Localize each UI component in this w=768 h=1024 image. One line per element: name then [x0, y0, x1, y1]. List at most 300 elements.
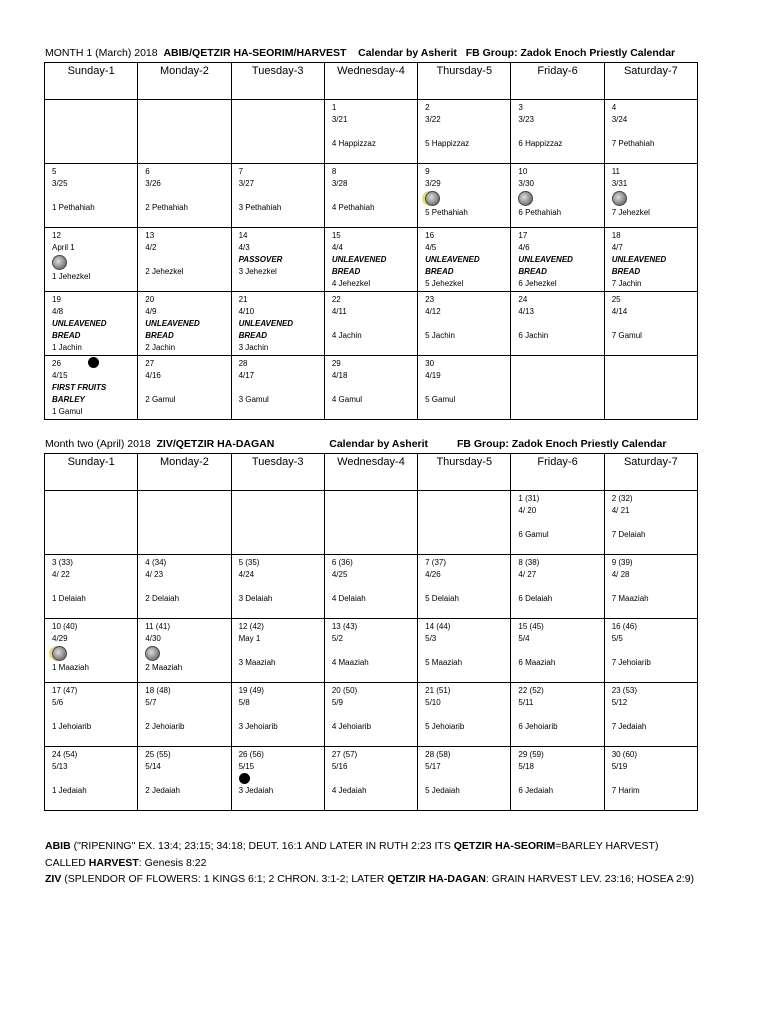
cell-text: 3/25	[52, 179, 68, 188]
cell-text: 7 (37)	[425, 558, 447, 567]
cell-text: 6 Pethahiah	[518, 208, 562, 217]
footer-line2-tail: : Genesis 8:22	[138, 857, 207, 869]
footer-ziv: ZIV	[45, 873, 62, 885]
cell-text: 3/27	[238, 179, 255, 188]
week-row	[45, 164, 698, 228]
full-moon-icon	[612, 191, 627, 206]
cell-text: 3/22	[425, 115, 441, 124]
cell-text: 6	[145, 167, 150, 176]
cell-text: 5/6	[52, 698, 64, 707]
cell-text: 8 (38)	[518, 558, 540, 567]
day-cell	[604, 619, 697, 683]
cell-text: 4 (34)	[145, 558, 167, 567]
holiday-label: BREAD	[611, 267, 641, 276]
day-cell	[511, 683, 604, 747]
month2-calendar	[44, 453, 698, 811]
week-row	[45, 555, 698, 619]
month2-title-prefix: Month two (April) 2018	[45, 438, 151, 450]
full-moon-icon	[52, 255, 67, 270]
day-cell	[604, 228, 697, 292]
weekday-header: Saturday-7	[604, 63, 697, 100]
weekday-header: Tuesday-3	[231, 454, 324, 491]
holiday-label: UNLEAVENED	[52, 319, 107, 328]
holiday-label: BREAD	[425, 267, 454, 276]
cell-text: 6 Jehoiarib	[518, 722, 558, 731]
footer-qetzir-seorim: QETZIR HA-SEORIM	[453, 840, 556, 852]
month1-title-name: ABIB/QETZIR HA-SEORIM/HARVEST	[163, 47, 347, 59]
cell-text: 20 (50)	[331, 686, 358, 695]
holiday-label: BREAD	[145, 331, 174, 340]
month1-title-group: FB Group: Zadok Enoch Priestly Calendar	[465, 47, 676, 59]
cell-text: 12	[52, 231, 61, 240]
day-cell	[231, 356, 324, 420]
cell-text: 4	[611, 103, 617, 112]
day-cell	[231, 683, 324, 747]
cell-text: 30	[425, 359, 435, 368]
cell-text: 6 Jedaiah	[518, 786, 554, 795]
cell-text: 6 Happizzaz	[518, 139, 563, 148]
day-cell	[231, 228, 324, 292]
cell-text: 4/ 27	[518, 570, 537, 579]
cell-text: 9	[425, 167, 430, 176]
cell-text: 5/17	[425, 762, 441, 771]
cell-text: 25 (55)	[145, 750, 171, 759]
holiday-label: UNLEAVENED	[331, 255, 387, 264]
day-cell	[138, 555, 231, 619]
cell-text: 4/26	[425, 570, 441, 579]
cell-text: 29	[331, 359, 341, 368]
weekday-header: Friday-6	[511, 63, 604, 100]
day-cell	[138, 619, 231, 683]
holiday-label: FIRST FRUITS	[52, 383, 107, 392]
cell-text: 4/10	[238, 307, 255, 316]
day-cell	[45, 292, 138, 356]
day-cell	[138, 100, 231, 164]
month1-title-by: Calendar by Asherit	[358, 47, 457, 59]
weekday-header: Tuesday-3	[231, 63, 324, 100]
cell-text: 17 (47)	[52, 686, 78, 695]
cell-text: 28	[238, 359, 248, 368]
cell-text: 5 Delaiah	[425, 594, 459, 603]
day-cell	[604, 555, 697, 619]
footer-line1-text: ("RIPENING" EX. 13:4; 23:15; 34:18; DEUT. 16:1 AND LATER IN RUTH 2:23 ITS	[70, 840, 454, 852]
cell-text: 7 Gamul	[611, 331, 642, 340]
day-cell	[604, 747, 697, 811]
holiday-label: BARLEY	[52, 395, 85, 404]
cell-text: 7 Harim	[611, 786, 640, 795]
day-cell	[231, 100, 324, 164]
footer-qetzir-dagan: QETZIR HA-DAGAN	[387, 873, 486, 885]
cell-text: 27 (57)	[331, 750, 358, 759]
holiday-label: BREAD	[518, 267, 547, 276]
cell-text: 1 Delaiah	[52, 594, 86, 603]
cell-text: 5 Pethahiah	[425, 208, 468, 217]
cell-text: 26	[52, 359, 61, 368]
month2-title-group: FB Group: Zadok Enoch Priestly Calendar	[456, 438, 667, 450]
cell-text: 13	[145, 231, 155, 240]
cell-text: 5 Gamul	[425, 395, 456, 404]
day-cell	[324, 164, 417, 228]
cell-text: 4/13	[518, 307, 534, 316]
cell-text: 2	[425, 103, 430, 112]
day-cell	[418, 292, 511, 356]
day-cell	[45, 228, 138, 292]
cell-text: 3	[518, 103, 523, 112]
cell-text: 24	[518, 295, 528, 304]
day-cell	[418, 555, 511, 619]
day-cell	[45, 555, 138, 619]
week-row	[45, 619, 698, 683]
cell-text: 1 Gamul	[52, 407, 83, 416]
cell-text: 5 Jehoiarib	[425, 722, 465, 731]
cell-text: 6 (36)	[331, 558, 353, 567]
cell-text: 5/2	[331, 634, 343, 643]
cell-text: 4/ 22	[52, 570, 70, 579]
cell-text: 5/9	[331, 698, 343, 707]
cell-text: 3 Gamul	[238, 395, 269, 404]
day-cell	[511, 619, 604, 683]
cell-text: 5/11	[518, 698, 534, 707]
cell-text: 3/30	[518, 179, 534, 188]
day-cell	[418, 164, 511, 228]
cell-text: 24 (54)	[52, 750, 78, 759]
cell-text: 4/7	[611, 243, 623, 252]
cell-text: 20	[145, 295, 155, 304]
day-cell	[604, 164, 697, 228]
cell-text: 4/14	[611, 307, 628, 316]
cell-text: 3 Pethahiah	[238, 203, 282, 212]
day-cell	[231, 619, 324, 683]
cell-text: 3 Delaiah	[238, 594, 273, 603]
cell-text: 6 Jachin	[518, 331, 549, 340]
cell-text: 23	[425, 295, 435, 304]
cell-text: 7 Jehezkel	[611, 208, 650, 217]
day-cell	[138, 292, 231, 356]
cell-text: 19	[52, 295, 61, 304]
cell-text: 1	[331, 103, 337, 112]
cell-text: 4/4	[331, 243, 343, 252]
day-cell	[138, 747, 231, 811]
weekday-header: Friday-6	[511, 454, 604, 491]
cell-text: May 1	[238, 634, 261, 643]
cell-text: 3/28	[331, 179, 348, 188]
day-cell	[604, 356, 697, 420]
cell-text: April 1	[52, 243, 75, 252]
footer-line-3	[45, 873, 694, 885]
day-cell	[511, 555, 604, 619]
cell-text: 4/ 28	[611, 570, 630, 579]
month2-title	[45, 438, 666, 450]
cell-text: 5/18	[518, 762, 534, 771]
day-cell	[138, 164, 231, 228]
day-cell	[418, 683, 511, 747]
cell-text: 4/12	[425, 307, 441, 316]
day-cell	[604, 491, 697, 555]
day-cell	[324, 619, 417, 683]
cell-text: 2 Jachin	[145, 343, 176, 352]
month1-calendar	[44, 62, 698, 420]
cell-text: 5/3	[425, 634, 437, 643]
cell-text: 2 (32)	[611, 494, 633, 503]
cell-text: 4 Happizzaz	[331, 139, 376, 148]
cell-text: 5/16	[331, 762, 348, 771]
cell-text: 25	[611, 295, 621, 304]
month1-title	[45, 47, 675, 59]
cell-text: 4/16	[145, 371, 161, 380]
cell-text: 3 Jedaiah	[238, 786, 274, 795]
cell-text: 3/21	[331, 115, 348, 124]
cell-text: 21	[238, 295, 248, 304]
day-cell	[324, 747, 417, 811]
week-row	[45, 491, 698, 555]
cell-text: 4/2	[145, 243, 157, 252]
cell-text: 5	[52, 167, 57, 176]
cell-text: 23 (53)	[611, 686, 638, 695]
cell-text: 28 (58)	[425, 750, 451, 759]
week-row	[45, 356, 698, 420]
day-cell	[511, 747, 604, 811]
cell-text: 4 Jehoiarib	[331, 722, 371, 731]
cell-text: 4/24	[238, 570, 255, 579]
cell-text: 14 (44)	[425, 622, 451, 631]
cell-text: 18	[611, 231, 621, 240]
day-cell	[418, 619, 511, 683]
cell-text: 2 Jedaiah	[145, 786, 180, 795]
cell-text: 4/6	[518, 243, 530, 252]
full-moon-icon	[145, 646, 160, 661]
cell-text: 3/24	[611, 115, 628, 124]
cell-text: 3 Maaziah	[238, 658, 276, 667]
cell-text: 9 (39)	[611, 558, 633, 567]
cell-text: 5/10	[425, 698, 441, 707]
week-row	[45, 683, 698, 747]
day-cell	[604, 100, 697, 164]
cell-text: 4/8	[52, 307, 64, 316]
cell-text: 17	[518, 231, 528, 240]
cell-text: 1 Pethahiah	[52, 203, 95, 212]
weekday-header: Wednesday-4	[324, 454, 417, 491]
cell-text: 3/23	[518, 115, 534, 124]
day-cell	[511, 491, 604, 555]
day-cell	[324, 100, 417, 164]
day-cell	[231, 491, 324, 555]
cell-text: 4/ 20	[518, 506, 537, 515]
cell-text: 7 Jedaiah	[611, 722, 647, 731]
cell-text: 4/5	[425, 243, 437, 252]
week-row	[45, 292, 698, 356]
holiday-label: UNLEAVENED	[518, 255, 573, 264]
cell-text: 3 (33)	[52, 558, 73, 567]
cell-text: 16 (46)	[611, 622, 638, 631]
cell-text: 5/12	[611, 698, 628, 707]
day-cell	[45, 747, 138, 811]
cell-text: 5/8	[238, 698, 250, 707]
weekday-header: Sunday-1	[45, 454, 138, 491]
cell-text: 4 Gamul	[331, 395, 363, 404]
cell-text: 7 Jehoiarib	[611, 658, 651, 667]
day-cell	[138, 491, 231, 555]
cell-text: 11	[611, 167, 620, 176]
cell-text: 7	[238, 167, 244, 176]
cell-text: 4 Delaiah	[331, 594, 366, 603]
cell-text: 4 Jachin	[331, 331, 362, 340]
cell-text: 29 (59)	[518, 750, 544, 759]
footer-line3-text: (SPLENDOR OF FLOWERS: 1 KINGS 6:1; 2 CHRON. 3:1-2; LATER	[61, 873, 388, 885]
cell-text: 2 Maaziah	[145, 663, 183, 672]
cell-text: 5/15	[238, 762, 255, 771]
day-cell	[418, 356, 511, 420]
cell-text: 18 (48)	[145, 686, 171, 695]
cell-text: 5/19	[611, 762, 628, 771]
cell-text: 5 Jachin	[425, 331, 455, 340]
cell-text: 1 Jehezkel	[52, 272, 91, 281]
footer-line3-tail: : GRAIN HARVEST LEV. 23:16; HOSEA 2:9)	[485, 873, 695, 885]
cell-text: 14	[238, 231, 248, 240]
cell-text: 19 (49)	[238, 686, 264, 695]
cell-text: 5/7	[145, 698, 157, 707]
footer-harvest: HARVEST	[88, 857, 139, 869]
day-cell	[418, 747, 511, 811]
cell-text: 10	[518, 167, 528, 176]
cell-text: 7 Pethahiah	[611, 139, 655, 148]
cell-text: 1 Jachin	[52, 343, 82, 352]
cell-text: 22 (52)	[518, 686, 544, 695]
week-row	[45, 747, 698, 811]
month2-title-by: Calendar by Asherit	[329, 438, 429, 450]
full-moon-icon	[52, 646, 67, 661]
cell-text: 16	[425, 231, 435, 240]
day-cell	[45, 619, 138, 683]
footer-line2-text: CALLED	[45, 857, 89, 869]
holiday-label: UNLEAVENED	[238, 319, 294, 328]
cell-text: 1 Maaziah	[52, 663, 89, 672]
day-cell	[45, 491, 138, 555]
cell-text: 15	[331, 231, 341, 240]
cell-text: 6 Jehezkel	[518, 279, 557, 288]
week-row	[45, 228, 698, 292]
cell-text: 4/11	[331, 307, 347, 316]
day-cell	[138, 683, 231, 747]
footer-line1-tail: =BARLEY HARVEST)	[555, 840, 659, 852]
day-cell	[45, 356, 138, 420]
cell-text: 7 Maaziah	[611, 594, 649, 603]
weekday-header: Thursday-5	[418, 63, 511, 100]
footer-abib: ABIB	[45, 840, 71, 852]
day-cell	[324, 491, 417, 555]
cell-text: 27	[145, 359, 155, 368]
full-moon-icon	[518, 191, 533, 206]
day-cell	[138, 356, 231, 420]
day-cell	[418, 100, 511, 164]
day-cell	[418, 491, 511, 555]
holiday-label: UNLEAVENED	[425, 255, 480, 264]
holiday-label: BREAD	[238, 331, 268, 340]
day-cell	[231, 747, 324, 811]
cell-text: 6 Maaziah	[518, 658, 556, 667]
cell-text: 2 Delaiah	[145, 594, 180, 603]
cell-text: 4/9	[145, 307, 157, 316]
footer-line-1	[45, 840, 658, 852]
month1-title-prefix: MONTH 1 (March) 2018	[45, 47, 158, 59]
cell-text: 4 Jedaiah	[331, 786, 367, 795]
cell-text: 2 Jehezkel	[145, 267, 184, 276]
cell-text: 2 Jehoiarib	[145, 722, 185, 731]
day-cell	[231, 164, 324, 228]
cell-text: 3 Jehezkel	[238, 267, 277, 276]
holiday-label: UNLEAVENED	[611, 255, 667, 264]
cell-text: 4/ 21	[611, 506, 630, 515]
day-cell	[324, 228, 417, 292]
cell-text: 5/4	[518, 634, 530, 643]
day-cell	[324, 292, 417, 356]
cell-text: 5 Happizzaz	[425, 139, 470, 148]
day-cell	[418, 228, 511, 292]
cell-text: 3/26	[145, 179, 161, 188]
day-cell	[604, 683, 697, 747]
full-moon-icon	[425, 191, 440, 206]
cell-text: 26 (56)	[238, 750, 264, 759]
weekday-header: Saturday-7	[604, 454, 697, 491]
cell-text: 4/17	[238, 371, 255, 380]
holiday-label: BREAD	[331, 267, 361, 276]
cell-text: 2 Gamul	[145, 395, 176, 404]
week-row	[45, 100, 698, 164]
cell-text: 4/15	[52, 370, 137, 382]
cell-text: 3/29	[425, 179, 441, 188]
day-cell	[324, 683, 417, 747]
new-moon-icon	[239, 773, 250, 784]
day-cell	[231, 555, 324, 619]
day-cell	[511, 100, 604, 164]
cell-text: 1 (31)	[518, 494, 540, 503]
holiday-label: PASSOVER	[238, 255, 283, 264]
cell-text: 10 (40)	[52, 622, 78, 631]
day-cell	[45, 683, 138, 747]
cell-text: 3 Jehoiarib	[238, 722, 278, 731]
holiday-label: BREAD	[52, 331, 81, 340]
month2-title-name: ZIV/QETZIR HA-DAGAN	[156, 438, 275, 450]
cell-text: 30 (60)	[611, 750, 638, 759]
cell-text: 5/5	[611, 634, 623, 643]
cell-text: 5 (35)	[238, 558, 260, 567]
cell-text: 4/ 23	[145, 570, 164, 579]
day-cell	[45, 100, 138, 164]
weekday-header: Monday-2	[138, 63, 231, 100]
weekday-header: Sunday-1	[45, 63, 138, 100]
weekday-header: Monday-2	[138, 454, 231, 491]
cell-text: 3/31	[611, 179, 628, 188]
cell-text: 1 Jedaiah	[52, 786, 87, 795]
cell-text: 13 (43)	[331, 622, 358, 631]
cell-text: 4 Pethahiah	[331, 203, 375, 212]
cell-text: 2 Pethahiah	[145, 203, 188, 212]
day-cell	[511, 292, 604, 356]
cell-text: 5 Jehezkel	[425, 279, 464, 288]
cell-text: 4/18	[331, 371, 348, 380]
cell-text: 11 (41)	[145, 622, 171, 631]
day-cell	[511, 356, 604, 420]
day-cell	[138, 228, 231, 292]
weekday-header: Thursday-5	[418, 454, 511, 491]
cell-text: 4/19	[425, 371, 441, 380]
day-cell	[45, 164, 138, 228]
weekday-header: Wednesday-4	[324, 63, 417, 100]
cell-text: 4/30	[145, 634, 161, 643]
day-cell	[324, 356, 417, 420]
cell-text: 6 Delaiah	[518, 594, 553, 603]
cell-text: 15 (45)	[518, 622, 544, 631]
day-cell	[604, 292, 697, 356]
